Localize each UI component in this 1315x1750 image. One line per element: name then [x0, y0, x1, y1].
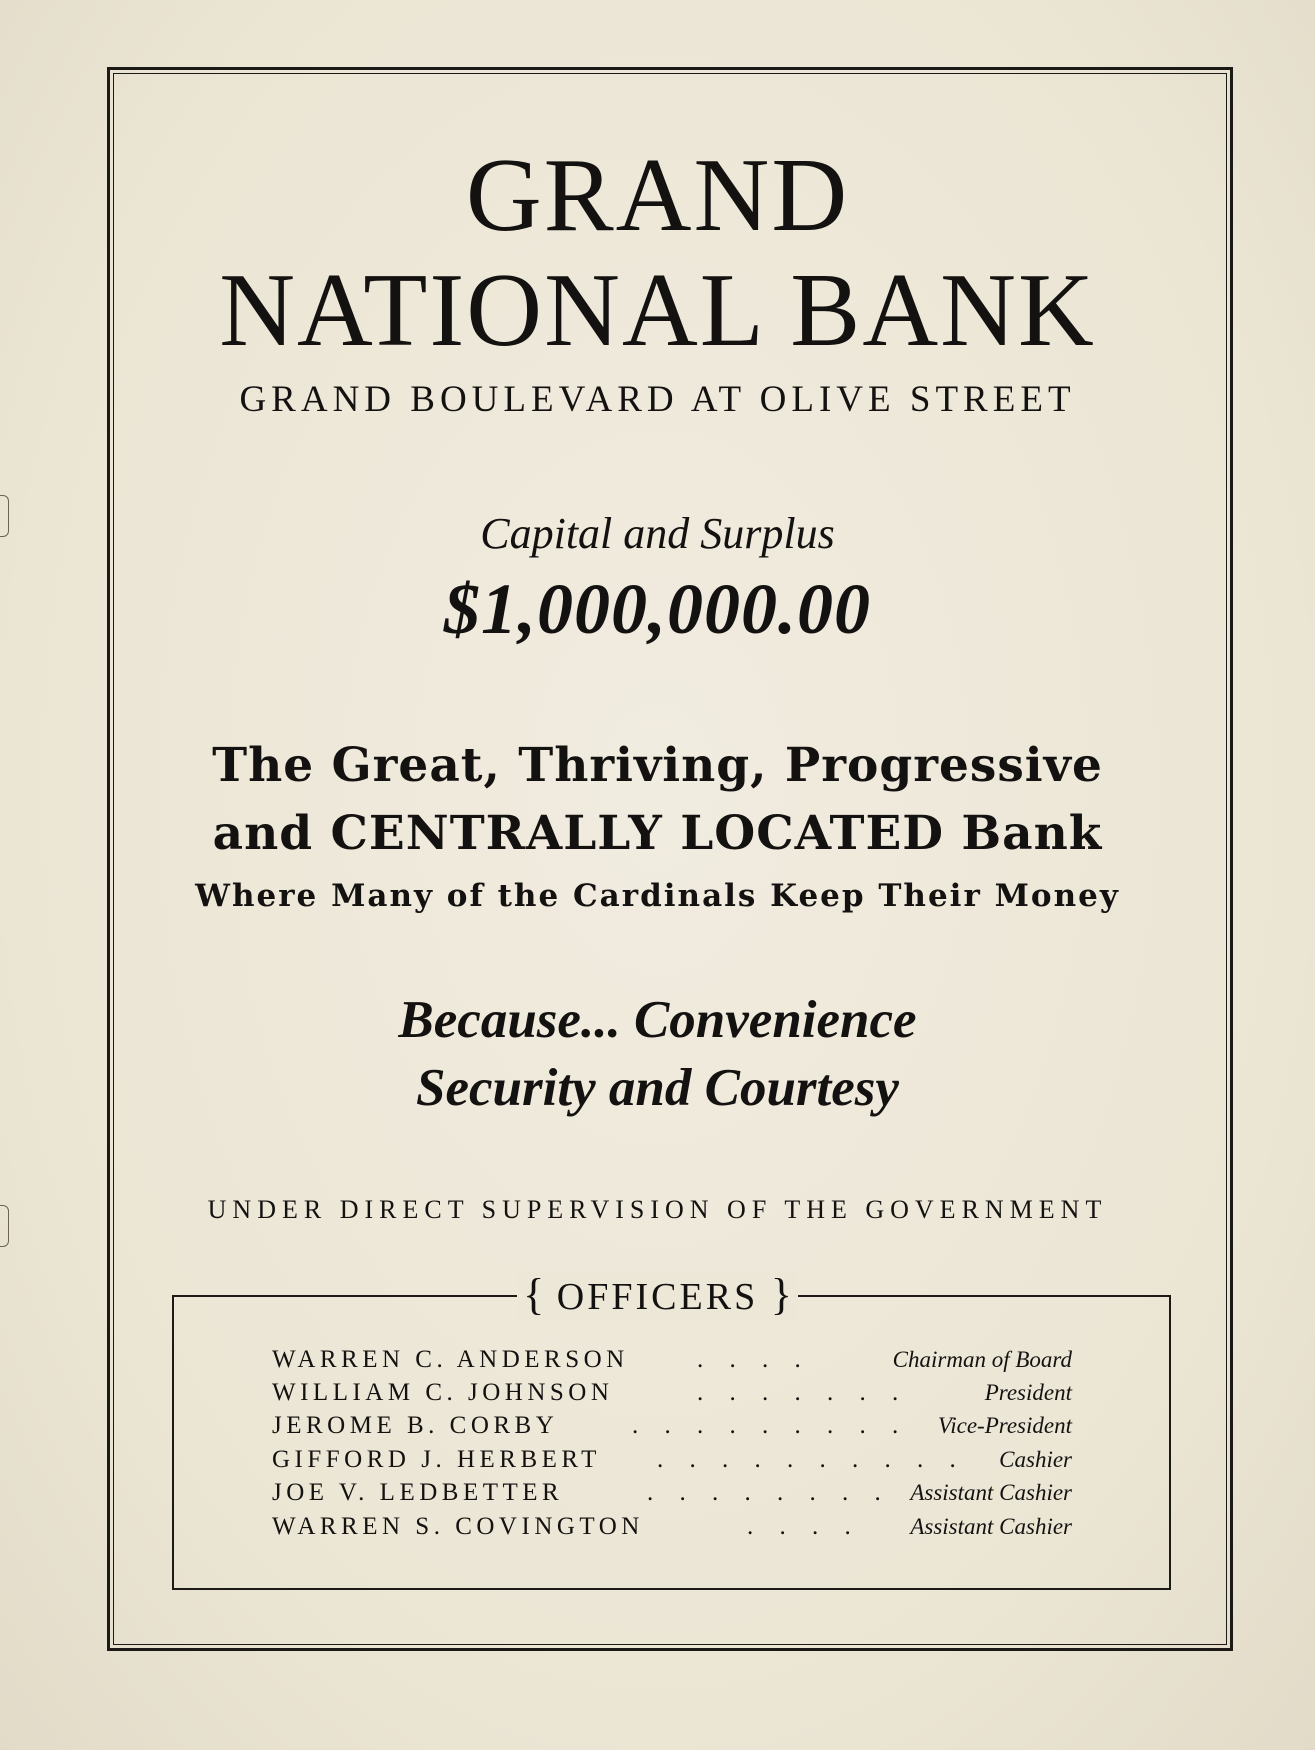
officer-name: JEROME B. CORBY [272, 1412, 559, 1439]
officer-name: WARREN S. COVINGTON [272, 1513, 644, 1540]
officer-row [272, 1511, 1072, 1543]
officer-title: Assistant Cashier [910, 1514, 1072, 1539]
slogan-line3: Where Many of the Cardinals Keep Their Money [195, 878, 1120, 914]
slogan-line2: and CENTRALLY LOCATED Bank [212, 806, 1103, 861]
officer-row [272, 1410, 1072, 1442]
officer-title: President [984, 1380, 1072, 1405]
binding-hole-lower [0, 1205, 9, 1247]
dot-leader: . . . . . . . [697, 1379, 909, 1406]
because-line2: Security and Courtesy [416, 1059, 899, 1117]
right-bracket-ornament: } [770, 1270, 792, 1319]
officer-title: Cashier [999, 1447, 1072, 1472]
officer-name: WARREN C. ANDERSON [272, 1346, 629, 1373]
officer-title: Chairman of Board [892, 1347, 1072, 1372]
because-line1: Because... Convenience [398, 991, 917, 1049]
bank-name-line1: GRAND [465, 136, 850, 253]
officers-box [172, 1295, 1171, 1590]
officers-heading [0, 1270, 1315, 1322]
supervision-notice: UNDER DIRECT SUPERVISION OF THE GOVERNMENT [207, 1195, 1108, 1224]
officer-row [272, 1344, 1072, 1376]
officer-name: JOE V. LEDBETTER [272, 1479, 564, 1506]
officer-row [272, 1444, 1072, 1476]
dot-leader: . . . . . . . . . [632, 1412, 909, 1439]
dot-leader: . . . . [697, 1346, 811, 1373]
officer-title: Assistant Cashier [910, 1480, 1072, 1505]
slogan-line1: The Great, Thriving, Progressive [212, 738, 1103, 793]
capital-label: Capital and Surplus [480, 509, 835, 558]
capital-amount: $1,000,000.00 [444, 569, 871, 649]
officer-name: GIFFORD J. HERBERT [272, 1446, 601, 1473]
officer-title: Vice-President [937, 1413, 1072, 1438]
dot-leader: . . . . . . . . . . [657, 1446, 966, 1473]
officer-name: WILLIAM C. JOHNSON [272, 1379, 614, 1406]
bank-name-line2: NATIONAL BANK [219, 251, 1096, 368]
bank-address: GRAND BOULEVARD AT OLIVE STREET [239, 379, 1076, 420]
dot-leader: . . . . [747, 1513, 861, 1540]
left-bracket-ornament: { [523, 1270, 545, 1319]
officers-heading-text: OFFICERS [556, 1276, 759, 1318]
officer-row [272, 1377, 1072, 1409]
binding-hole-upper [0, 495, 9, 537]
officer-row [272, 1477, 1072, 1509]
dot-leader: . . . . . . . . [647, 1479, 891, 1506]
